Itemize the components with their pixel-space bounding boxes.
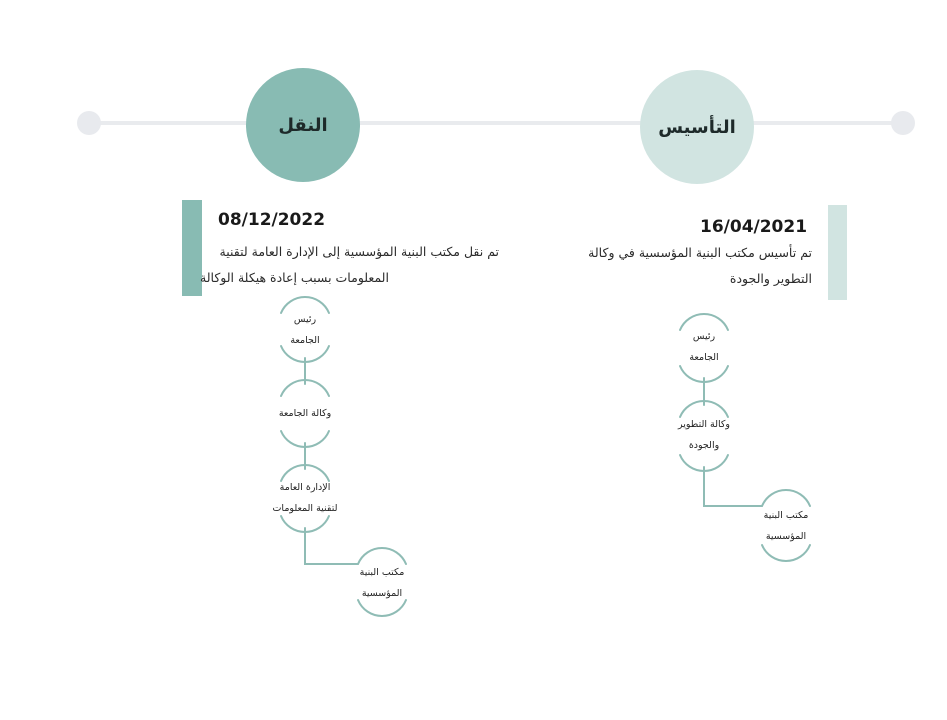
founding-org-node-1-line-1: رئيس [692, 331, 716, 342]
transfer-org-node-4-line-2: المؤسسية [361, 588, 403, 599]
founding-org-node-3-line-1: مكتب البنية [763, 510, 809, 521]
founding-org-node-3-line-2: المؤسسية [765, 531, 807, 542]
transfer-org-node-2 [255, 403, 355, 424]
founding-org-node-3 [741, 505, 831, 547]
transfer-org-node-1-line-1: رئيس [293, 314, 317, 325]
transfer-org-node-4-line-1: مكتب البنية [359, 567, 405, 578]
founding-org-node-1 [659, 326, 749, 368]
founding-org-node-1-line-2: الجامعة [689, 352, 719, 363]
founding-connector-2 [704, 467, 762, 506]
transfer-org-node-3-line-1: الإدارة العامة [279, 482, 331, 493]
founding-node-3-bottom-arc [762, 545, 810, 561]
founding-node-3-top-arc [762, 490, 810, 506]
founding-date: 16/04/2021 [700, 217, 808, 237]
transfer-date: 08/12/2022 [218, 210, 326, 230]
founding-org-node-2 [654, 414, 754, 456]
transfer-org-node-1 [260, 309, 350, 351]
transfer-org-node-3-line-2: لتقنية المعلومات [272, 503, 338, 514]
transfer-connector-3 [305, 528, 358, 564]
transfer-org-node-2-line-1: وكالة الجامعة [278, 408, 332, 419]
transfer-org-node-1-line-2: الجامعة [290, 335, 320, 346]
transfer-org-node-3 [250, 477, 360, 519]
founding-description-line-1: تم تأسيس مكتب البنية المؤسسية في وكالة [588, 245, 812, 260]
founding-org-node-2-line-2: والجودة [688, 440, 720, 451]
transfer-description-line-2: المعلومات بسبب إعادة هيكلة الوكالة [200, 270, 389, 285]
founding-org-node-2-line-1: وكالة التطوير [678, 419, 730, 430]
transfer-org-node-4 [337, 562, 427, 604]
transfer-description-line-1: تم نقل مكتب البنية المؤسسية إلى الإدارة العامة لتقنية [219, 244, 499, 259]
founding-description-line-2: التطوير والجودة [729, 271, 812, 286]
stage-founding-label: التأسيس [658, 116, 736, 138]
stage-transfer-label: النقل [278, 114, 328, 136]
